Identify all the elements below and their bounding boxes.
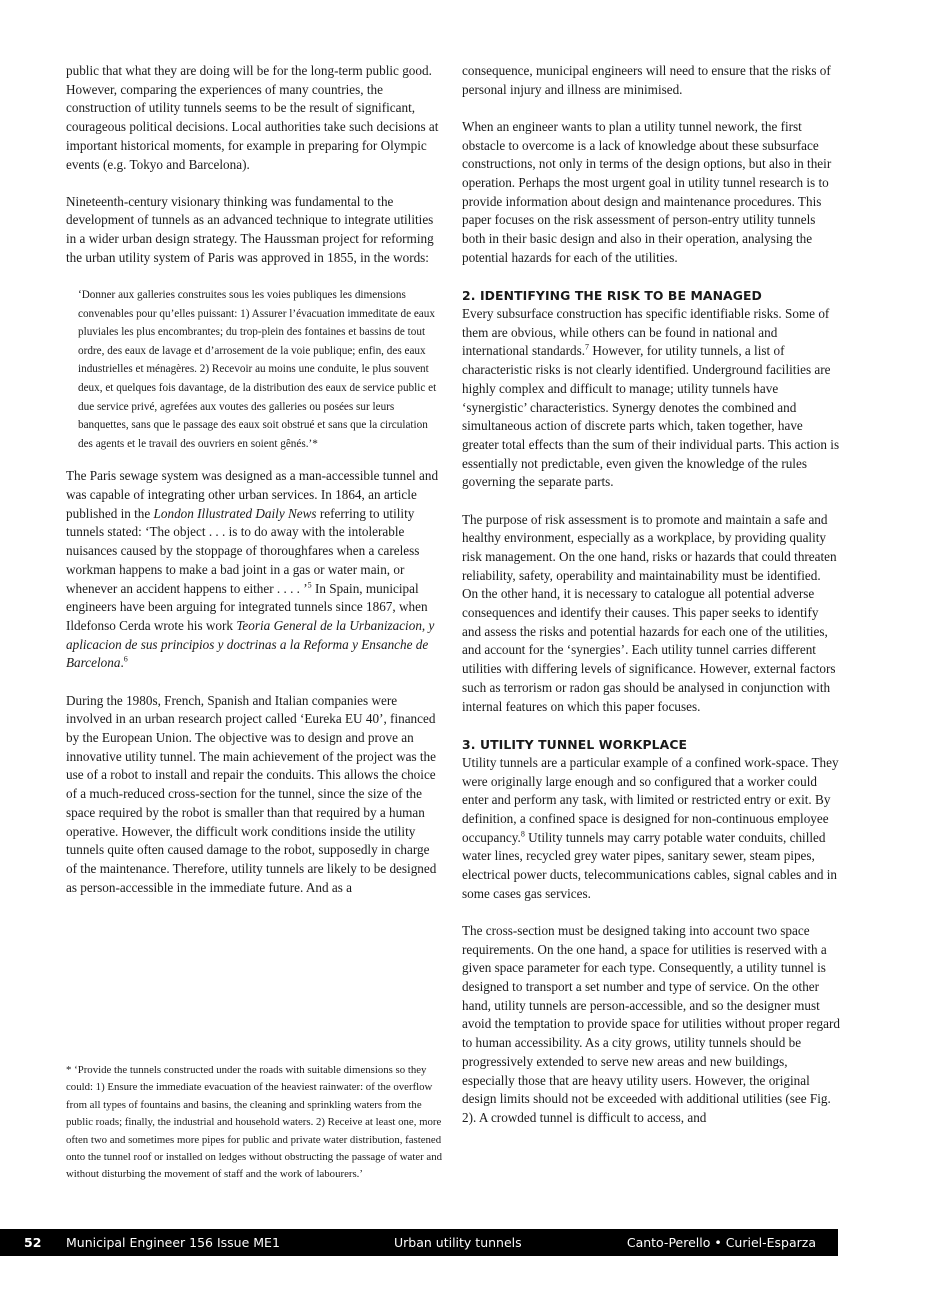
paragraph: When an engineer wants to plan a utility tunnel nework, the first obstacle to overcome is a lack of knowledge about these subsurface constructions, not only in terms of the design options, but also in their operation. Perhaps the most urgent goal in utility tunnel research is to provide information about design and maintenance procedures. This paper focuses on the risk assessment of person-entry utility tunnels both in their basic design and also in their operation, analysing the potential hazards for each of the utilities. <box>462 118 832 265</box>
reference-marker: 8 <box>520 829 525 839</box>
paragraph: The Paris sewage system was designed as a man-accessible tunnel and was capable of integrating other urban services. In 1864, an article published in the London Illustrated Daily News referring to utility tunnels stated: ‘The object . . . is to do away with the intolerable nuisances caused by the stoppage of thoroughfares when a careless workman happens to make a bad joint in a gas or water main, or whenever an accident happens to either . . . . ’$^5$ In Spain, municipal engineers have been arguing for integrated tunnels since 1867, when Ildefonso Cerda wrote his work Teoria General de la Urbanizacion, y aplicacion de sus principios y doctrinas a la Reforma y Ensanche de Barcelona.$^6$ <box>66 468 439 671</box>
section-heading: 3. UTILITY TUNNEL WORKPLACE <box>462 736 688 752</box>
reference-marker: 7 <box>585 343 590 353</box>
paragraph: The cross-section must be designed taking into account two space requirements. On the one hand, a space for utilities is reserved with a given space parameter for each type. Consequently, a utility tunnel is designed to transport a set number and type of service. On the other hand, utility tunnels are person-accessible, and so the designer must avoid the temptation to provide space for utilities without proper regard to human accessibility. As a city grows, utility tunnels should be progressively extended to serve new areas and new buildings, especially those that are heavy utility users. However, the original design limits should not be exceeded with additional utilities (see Fig. 2). A crowded tunnel is difficult to access, and <box>462 922 840 1125</box>
paragraph: Nineteenth-century visionary thinking was fundamental to the development of tunnels as an advanced technique to integrate utilities in a wider urban design strategy. The Haussman project for reforming the urban utility system of Paris was approved in 1855, in the words: <box>66 193 434 265</box>
reference-marker: 6 <box>123 655 128 665</box>
paragraph: Every subsurface construction has specific identifiable risks. Some of them are obvious, while others can be found in national and international standards.$^7$ However, for utility tunnels, a list of characteristic risks is not clearly identified. Underground facilities are highly complex and difficult to manage; utility tunnels have ‘synergistic’ characteristics. Synergy denotes the combined and simultaneous action of discrete parts which, taken together, have greater total effects than the sum of their individual parts. This action is essentially not predictable, even given the knowledge of the rules governing the separate parts. <box>462 306 840 490</box>
reference-marker: 5 <box>307 580 312 590</box>
left-column <box>66 62 442 916</box>
footnote: * ‘Provide the tunnels constructed under the roads with suitable dimensions so they could: 1) Ensure the immediate evacuation of the heaviest rainwater: of the overflow from all types of fountains and basins, the cleaning and sprinkling waters from the public roads; finally, the industrial and household waters. 2) Receive at least one, more often two and sometimes more pipes for public and private water distribution, fastened onto the tunnel roof or installed on ledges without obstructing the passage of water and without disturbing the movement of staff and the work of labourers.’ <box>66 1064 443 1181</box>
paragraph: consequence, municipal engineers will need to ensure that the risks of personal injury and illness are minimised. <box>462 63 831 97</box>
right-column <box>462 62 840 1146</box>
paragraph: During the 1980s, French, Spanish and Italian companies were involved in an urban research project called ‘Eureka EU 40’, financed by the European Union. The objective was to design and prove an innovative utility tunnel. The main achievement of the project was the use of a robot to install and repair the conduits. This allows the choice of a much-reduced cross-section for the tunnel, since the size of the space required by the robot is smaller than that required by a human operative. However, the difficult work conditions inside the utility tunnels quite often caused damage to the robot, supposedly in charge of the maintenance. Therefore, utility tunnels are likely to be designed as person-accessible in the immediate future. And as a <box>66 692 437 895</box>
french-quotation: ‘Donner aux galleries construites sous les voies publiques les dimensions convenables pour qu’elles puissant: 1) Assurer l’évacuation immeditate de eaux pluviales les plus encombrantes; du trop-plein des fontaines et bassins de tout ordre, des eaux de lavage et d’arrosement de la voie publique; enfin, des eaux industrielles et ménagères. 2) Recevoir au moins une conduite, le plus souvent deux, et quelques fois davantage, de la distribution des eaux de service public et due service privé, agrefées aux voutes des galleries ou posées sur leurs banquettes, sans que le passage des eaux soit obstrué et sans que la circulation des agents et le travail des ouvriers en soient gênés.’* <box>78 289 437 450</box>
authors: Canto-Perello • Curiel-Esparza <box>626 1235 816 1250</box>
book-title: Teoria General de la Urbanizacion, y aplicacion de sus principios y doctrinas a la Reforma y Ensanche de Barcelona <box>66 618 435 671</box>
paragraph: public that what they are doing will be for the long-term public good. However, comparing the experiences of many countries, the construction of utility tunnels seems to be the result of significant, courageous political decisions. Local authorities take such decisions at important historical moments, for example in preparing for Olympic events (e.g. Tokyo and Barcelona). <box>66 63 439 172</box>
journal-title: London Illustrated Daily News <box>153 505 317 521</box>
paragraph: Utility tunnels are a particular example of a confined work-space. They were originally large enough and so configured that a worker could enter and perform any task, with limited or restricted entry or exit. By definition, a confined space is designed for non-continuous employee occupancy.$^8$ Utility tunnels may carry potable water conduits, chilled water lines, recycled grey water pipes, sanitary sewer, steam pipes, electrical power ducts, telecommunications cables, signal cables and in some cases gas services. <box>462 754 839 901</box>
page-footer <box>0 1229 838 1256</box>
running-title: Urban utility tunnels <box>394 1235 522 1250</box>
paragraph: The purpose of risk assessment is to promote and maintain a safe and healthy environment, especially as a workplace, by providing quality risk management. On the one hand, risks or hazards that could threaten reliability, safety, operability and maintainability must be identified. On the other hand, it is necessary to catalogue all potential adverse consequences and identify their causes. This paper seeks to identify and assess the risks and potential hazards for each one of the utilities, and account for the ‘synergies’. Each utility tunnel carries different utilities with differing levels of significance. However, external factors such as terrorism or radon gas should be analysed in conjunction with internal features on which this paper focuses. <box>462 511 837 714</box>
section-heading: 2. IDENTIFYING THE RISK TO BE MANAGED <box>462 288 762 304</box>
page-number: 52 <box>24 1235 42 1250</box>
journal-name: Municipal Engineer 156 Issue ME1 <box>66 1235 280 1250</box>
